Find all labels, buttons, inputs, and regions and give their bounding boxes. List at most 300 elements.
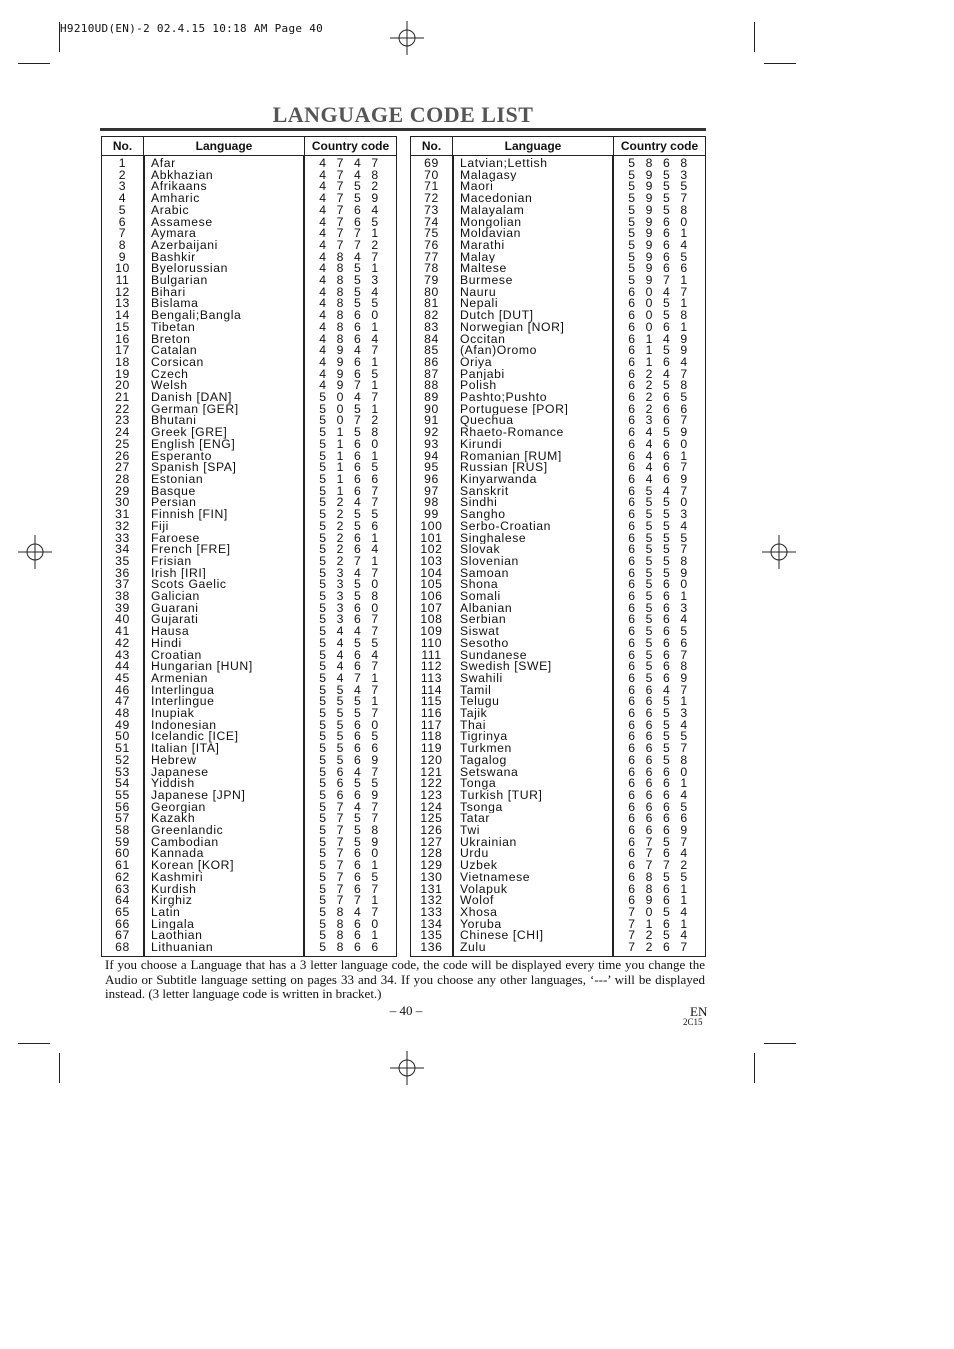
country-code: 5 2 6 4 xyxy=(319,544,382,556)
table-row xyxy=(411,919,705,931)
table-row xyxy=(102,591,396,603)
country-code: 6 6 5 4 xyxy=(628,719,691,732)
country-code: 5 7 5 9 xyxy=(319,836,382,849)
row-number: 109 xyxy=(411,626,453,638)
row-number: 129 xyxy=(411,860,453,872)
language-name: Byelorussian xyxy=(144,263,305,275)
country-code: 6 5 6 3 xyxy=(628,602,691,615)
row-number: 15 xyxy=(102,322,144,334)
row-number: 34 xyxy=(102,544,144,556)
language-name: Korean [KOR] xyxy=(144,860,305,872)
row-number: 114 xyxy=(411,685,453,697)
language-table-right xyxy=(410,136,706,957)
language-name: Vietnamese xyxy=(453,872,614,884)
page-title: LANGUAGE CODE LIST xyxy=(272,102,534,127)
table-row xyxy=(411,298,705,310)
country-code: 6 9 6 1 xyxy=(628,895,691,907)
table-row xyxy=(102,919,396,931)
language-name: Telugu xyxy=(453,696,614,708)
table-row xyxy=(411,322,705,334)
language-name: Japanese [JPN] xyxy=(144,790,305,802)
country-code: 6 5 5 4 xyxy=(628,520,691,533)
table-row xyxy=(102,228,396,240)
table-row xyxy=(102,568,396,580)
row-number: 57 xyxy=(102,813,144,825)
country-code: 5 6 6 9 xyxy=(319,789,382,802)
language-name: Slovak xyxy=(453,544,614,556)
country-code: 5 9 7 1 xyxy=(628,275,691,287)
country-code: 6 6 6 5 xyxy=(628,801,691,814)
language-name: Panjabi xyxy=(453,369,614,381)
table-row xyxy=(411,755,705,767)
row-number: 76 xyxy=(411,240,453,252)
country-code: 4 7 7 1 xyxy=(319,228,382,240)
table-row xyxy=(102,626,396,638)
table-row xyxy=(411,708,705,720)
row-number: 80 xyxy=(411,287,453,299)
row-number: 63 xyxy=(102,884,144,896)
language-name: Breton xyxy=(144,334,305,346)
country-code: 4 7 6 5 xyxy=(319,216,382,229)
country-code: 5 9 5 3 xyxy=(628,169,691,182)
country-code: 6 5 5 5 xyxy=(628,532,691,545)
language-name: Somali xyxy=(453,591,614,603)
row-number: 24 xyxy=(102,427,144,439)
row-number: 5 xyxy=(102,205,144,217)
row-number: 127 xyxy=(411,837,453,849)
table-row xyxy=(102,884,396,896)
row-number: 37 xyxy=(102,579,144,591)
country-code: 5 5 6 5 xyxy=(319,731,382,744)
row-number: 47 xyxy=(102,696,144,708)
country-code: 5 4 6 7 xyxy=(319,661,382,673)
table-row xyxy=(102,661,396,673)
language-name: Yoruba xyxy=(453,919,614,931)
country-code: 5 2 5 5 xyxy=(319,509,382,521)
table-row xyxy=(411,357,705,369)
country-code: 6 8 5 5 xyxy=(628,871,691,884)
language-name: Kirghiz xyxy=(144,895,305,907)
country-code: 5 7 7 1 xyxy=(319,895,382,907)
language-name: Arabic xyxy=(144,205,305,217)
country-code: 6 0 5 1 xyxy=(628,298,691,311)
language-name: Norwegian [NOR] xyxy=(453,322,614,334)
country-code: 6 6 5 3 xyxy=(628,708,691,720)
table-row xyxy=(411,509,705,521)
table-row xyxy=(102,263,396,275)
row-number: 32 xyxy=(102,521,144,533)
row-number: 17 xyxy=(102,345,144,357)
row-number: 88 xyxy=(411,380,453,392)
row-number: 2 xyxy=(102,170,144,182)
table-row xyxy=(411,825,705,837)
country-code: 5 2 7 1 xyxy=(319,555,382,568)
country-code: 5 0 4 7 xyxy=(319,392,382,404)
title-rule xyxy=(100,128,706,131)
table-row xyxy=(102,802,396,814)
row-number: 134 xyxy=(411,919,453,931)
row-number: 93 xyxy=(411,439,453,451)
language-name: Faroese xyxy=(144,533,305,545)
row-number: 70 xyxy=(411,170,453,182)
table-row xyxy=(102,181,396,193)
row-number: 81 xyxy=(411,298,453,310)
table-row xyxy=(102,474,396,486)
table-row xyxy=(102,334,396,346)
language-name: Samoan xyxy=(453,568,614,580)
language-name: Bashkir xyxy=(144,252,305,264)
row-number: 29 xyxy=(102,486,144,498)
table-row xyxy=(102,755,396,767)
language-name: Mongolian xyxy=(453,217,614,229)
language-name: Serbian xyxy=(453,614,614,626)
country-code: 5 9 5 8 xyxy=(628,204,691,217)
language-name: Aymara xyxy=(144,228,305,240)
country-code: 5 2 4 7 xyxy=(319,497,382,510)
row-number: 105 xyxy=(411,579,453,591)
table-row xyxy=(411,427,705,439)
country-code: 4 7 5 2 xyxy=(319,181,382,194)
row-number: 31 xyxy=(102,509,144,521)
country-code: 6 4 5 9 xyxy=(628,427,691,439)
table-row xyxy=(411,392,705,404)
country-code: 5 8 6 8 xyxy=(628,156,691,170)
table-row xyxy=(102,579,396,591)
language-name: Sesotho xyxy=(453,638,614,650)
table-row xyxy=(411,942,705,954)
table-row xyxy=(102,673,396,685)
country-code: 5 4 7 1 xyxy=(319,672,382,685)
language-name: Sangho xyxy=(453,509,614,521)
table-row xyxy=(411,638,705,650)
language-name: Finnish [FIN] xyxy=(144,509,305,521)
language-name: Persian xyxy=(144,497,305,509)
table-row xyxy=(411,767,705,779)
row-number: 94 xyxy=(411,451,453,463)
country-code: 5 4 6 4 xyxy=(319,649,382,662)
row-number: 53 xyxy=(102,767,144,779)
table-row xyxy=(411,556,705,568)
table-row xyxy=(411,369,705,381)
country-code: 5 3 4 7 xyxy=(319,567,382,580)
row-number: 16 xyxy=(102,334,144,346)
country-code: 6 6 6 1 xyxy=(628,778,691,790)
country-code: 7 2 5 4 xyxy=(628,930,691,943)
language-name: Afrikaans xyxy=(144,181,305,193)
table-row xyxy=(102,720,396,732)
row-number: 84 xyxy=(411,334,453,346)
language-name: Zulu xyxy=(453,942,614,954)
language-name: Marathi xyxy=(453,240,614,252)
row-number: 51 xyxy=(102,743,144,755)
language-name: Turkmen xyxy=(453,743,614,755)
row-number: 8 xyxy=(102,240,144,252)
table-row xyxy=(411,813,705,825)
language-name: French [FRE] xyxy=(144,544,305,556)
table-row xyxy=(411,287,705,299)
row-number: 10 xyxy=(102,263,144,275)
table-row xyxy=(102,790,396,802)
row-number: 58 xyxy=(102,825,144,837)
country-code: 4 9 6 5 xyxy=(319,368,382,381)
table-row xyxy=(411,720,705,732)
row-number: 123 xyxy=(411,790,453,802)
language-name: Kazakh xyxy=(144,813,305,825)
row-number: 41 xyxy=(102,626,144,638)
country-code: 6 4 6 9 xyxy=(628,473,691,486)
language-name: Siswat xyxy=(453,626,614,638)
column-header-no: No. xyxy=(102,137,144,156)
table-row xyxy=(102,497,396,509)
table-row xyxy=(411,228,705,240)
table-row xyxy=(102,193,396,205)
table-row xyxy=(411,486,705,498)
table-row xyxy=(411,603,705,615)
row-number: 124 xyxy=(411,802,453,814)
language-name: Basque xyxy=(144,486,305,498)
table-row xyxy=(411,930,705,942)
country-code: 6 5 6 8 xyxy=(628,661,691,673)
language-name: Maori xyxy=(453,181,614,193)
language-name: Gujarati xyxy=(144,614,305,626)
country-code: 6 6 6 6 xyxy=(628,813,691,826)
crop-mark xyxy=(59,22,60,52)
registration-mark-icon xyxy=(762,535,796,569)
language-name: Scots Gaelic xyxy=(144,579,305,591)
row-number: 106 xyxy=(411,591,453,603)
country-code: 7 0 5 4 xyxy=(628,907,691,919)
row-number: 126 xyxy=(411,825,453,837)
row-number: 20 xyxy=(102,380,144,392)
country-code: 6 5 6 9 xyxy=(628,672,691,685)
row-number: 64 xyxy=(102,895,144,907)
country-code: 6 6 5 7 xyxy=(628,743,691,755)
country-code: 5 3 5 0 xyxy=(319,579,382,592)
language-name: Tibetan xyxy=(144,322,305,334)
row-number: 128 xyxy=(411,848,453,860)
table-row xyxy=(102,907,396,919)
country-code: 6 1 4 9 xyxy=(628,333,691,346)
table-row xyxy=(102,170,396,182)
country-code: 4 7 5 9 xyxy=(319,193,382,205)
table-row xyxy=(411,345,705,357)
country-code: 4 8 5 4 xyxy=(319,286,382,299)
language-name: Moldavian xyxy=(453,228,614,240)
table-row xyxy=(411,837,705,849)
language-name: Italian [ITA] xyxy=(144,743,305,755)
row-number: 89 xyxy=(411,392,453,404)
table-row xyxy=(411,474,705,486)
row-number: 35 xyxy=(102,556,144,568)
row-number: 49 xyxy=(102,720,144,732)
table-row xyxy=(411,743,705,755)
table-row xyxy=(411,533,705,545)
country-code: 5 9 6 0 xyxy=(628,216,691,229)
row-number: 97 xyxy=(411,486,453,498)
language-name: Wolof xyxy=(453,895,614,907)
table-row xyxy=(102,638,396,650)
language-name: Sindhi xyxy=(453,497,614,509)
country-code: 6 5 6 4 xyxy=(628,614,691,627)
row-number: 103 xyxy=(411,556,453,568)
table-row xyxy=(411,790,705,802)
row-number: 79 xyxy=(411,275,453,287)
row-number: 55 xyxy=(102,790,144,802)
table-row xyxy=(102,322,396,334)
language-name: Afar xyxy=(144,156,305,170)
row-number: 100 xyxy=(411,521,453,533)
country-code: 6 2 6 5 xyxy=(628,392,691,404)
language-name: Latvian;Lettish xyxy=(453,156,614,170)
row-number: 86 xyxy=(411,357,453,369)
row-number: 1 xyxy=(102,156,144,170)
table-row xyxy=(102,696,396,708)
language-name: Interlingua xyxy=(144,685,305,697)
table-row xyxy=(102,369,396,381)
country-code: 4 7 7 2 xyxy=(319,239,382,252)
table-row xyxy=(411,181,705,193)
row-number: 28 xyxy=(102,474,144,486)
row-number: 92 xyxy=(411,427,453,439)
country-code: 5 0 7 2 xyxy=(319,415,382,428)
table-row xyxy=(411,579,705,591)
country-code: 4 9 6 1 xyxy=(319,356,382,369)
country-code: 6 4 6 1 xyxy=(628,450,691,463)
table-row xyxy=(102,252,396,264)
table-row xyxy=(411,778,705,790)
row-number: 62 xyxy=(102,872,144,884)
row-number: 48 xyxy=(102,708,144,720)
crop-mark xyxy=(59,1053,60,1083)
table-row xyxy=(102,837,396,849)
country-code: 6 5 6 0 xyxy=(628,579,691,592)
language-name: Inupiak xyxy=(144,708,305,720)
country-code: 4 7 4 8 xyxy=(319,169,382,182)
row-number: 25 xyxy=(102,439,144,451)
table-row xyxy=(102,310,396,322)
country-code: 5 7 6 5 xyxy=(319,871,382,884)
row-number: 7 xyxy=(102,228,144,240)
table-row xyxy=(411,193,705,205)
row-number: 115 xyxy=(411,696,453,708)
row-number: 66 xyxy=(102,919,144,931)
row-number: 13 xyxy=(102,298,144,310)
country-code: 5 7 5 8 xyxy=(319,825,382,837)
row-number: 107 xyxy=(411,603,453,615)
language-name: Malagasy xyxy=(453,170,614,182)
country-code: 6 5 6 1 xyxy=(628,591,691,603)
table-row xyxy=(102,156,396,170)
row-number: 130 xyxy=(411,872,453,884)
row-number: 74 xyxy=(411,217,453,229)
language-name: Kinyarwanda xyxy=(453,474,614,486)
table-row xyxy=(411,591,705,603)
row-number: 23 xyxy=(102,415,144,427)
language-name: Kirundi xyxy=(453,439,614,451)
country-code: 5 8 6 0 xyxy=(319,918,382,931)
table-row xyxy=(411,415,705,427)
table-row xyxy=(102,357,396,369)
country-code: 6 5 5 9 xyxy=(628,567,691,580)
row-number: 26 xyxy=(102,451,144,463)
table-row xyxy=(411,462,705,474)
country-code: 5 8 4 7 xyxy=(319,907,382,919)
country-code: 5 5 6 9 xyxy=(319,754,382,767)
row-number: 117 xyxy=(411,720,453,732)
country-code: 5 9 6 6 xyxy=(628,263,691,276)
column-divider xyxy=(143,155,145,956)
table-row xyxy=(102,521,396,533)
row-number: 77 xyxy=(411,252,453,264)
table-row xyxy=(411,310,705,322)
country-code: 6 6 6 0 xyxy=(628,766,691,779)
country-code: 5 5 5 1 xyxy=(319,696,382,709)
row-number: 75 xyxy=(411,228,453,240)
row-number: 52 xyxy=(102,755,144,767)
row-number: 99 xyxy=(411,509,453,521)
row-number: 61 xyxy=(102,860,144,872)
table-row xyxy=(102,380,396,392)
table-row xyxy=(102,345,396,357)
country-code: 5 9 6 1 xyxy=(628,228,691,240)
row-number: 73 xyxy=(411,205,453,217)
language-name: Nepali xyxy=(453,298,614,310)
row-number: 44 xyxy=(102,661,144,673)
table-row xyxy=(411,650,705,662)
language-name: Interlingue xyxy=(144,696,305,708)
row-number: 110 xyxy=(411,638,453,650)
table-row xyxy=(411,497,705,509)
language-name: Shona xyxy=(453,579,614,591)
language-name: German [GER] xyxy=(144,404,305,416)
country-code: 6 5 4 7 xyxy=(628,485,691,498)
table-row xyxy=(411,661,705,673)
row-number: 113 xyxy=(411,673,453,685)
language-name: Estonian xyxy=(144,474,305,486)
table-row xyxy=(102,848,396,860)
language-name: Spanish [SPA] xyxy=(144,462,305,474)
row-number: 3 xyxy=(102,181,144,193)
language-name: Urdu xyxy=(453,848,614,860)
table-row xyxy=(102,217,396,229)
row-number: 96 xyxy=(411,474,453,486)
row-number: 78 xyxy=(411,263,453,275)
row-number: 122 xyxy=(411,778,453,790)
language-name: Abkhazian xyxy=(144,170,305,182)
table-row xyxy=(102,767,396,779)
registration-mark-icon xyxy=(18,535,52,569)
column-divider xyxy=(303,155,305,956)
country-code: 6 7 5 7 xyxy=(628,836,691,849)
language-name: Greek [GRE] xyxy=(144,427,305,439)
country-code: 4 8 5 3 xyxy=(319,275,382,287)
language-name: Chinese [CHI] xyxy=(453,930,614,942)
table-row xyxy=(411,884,705,896)
row-number: 54 xyxy=(102,778,144,790)
table-row xyxy=(102,427,396,439)
row-number: 82 xyxy=(411,310,453,322)
language-name: Bhutani xyxy=(144,415,305,427)
table-row xyxy=(411,544,705,556)
language-name: Cambodian xyxy=(144,837,305,849)
country-code: 6 0 5 8 xyxy=(628,310,691,322)
row-number: 11 xyxy=(102,275,144,287)
row-number: 116 xyxy=(411,708,453,720)
print-header: H9210UD(EN)-2 02.4.15 10:18 AM Page 40 xyxy=(60,22,324,35)
row-number: 39 xyxy=(102,603,144,615)
language-name: Irish [IRI] xyxy=(144,568,305,580)
country-code: 6 3 6 7 xyxy=(628,415,691,428)
